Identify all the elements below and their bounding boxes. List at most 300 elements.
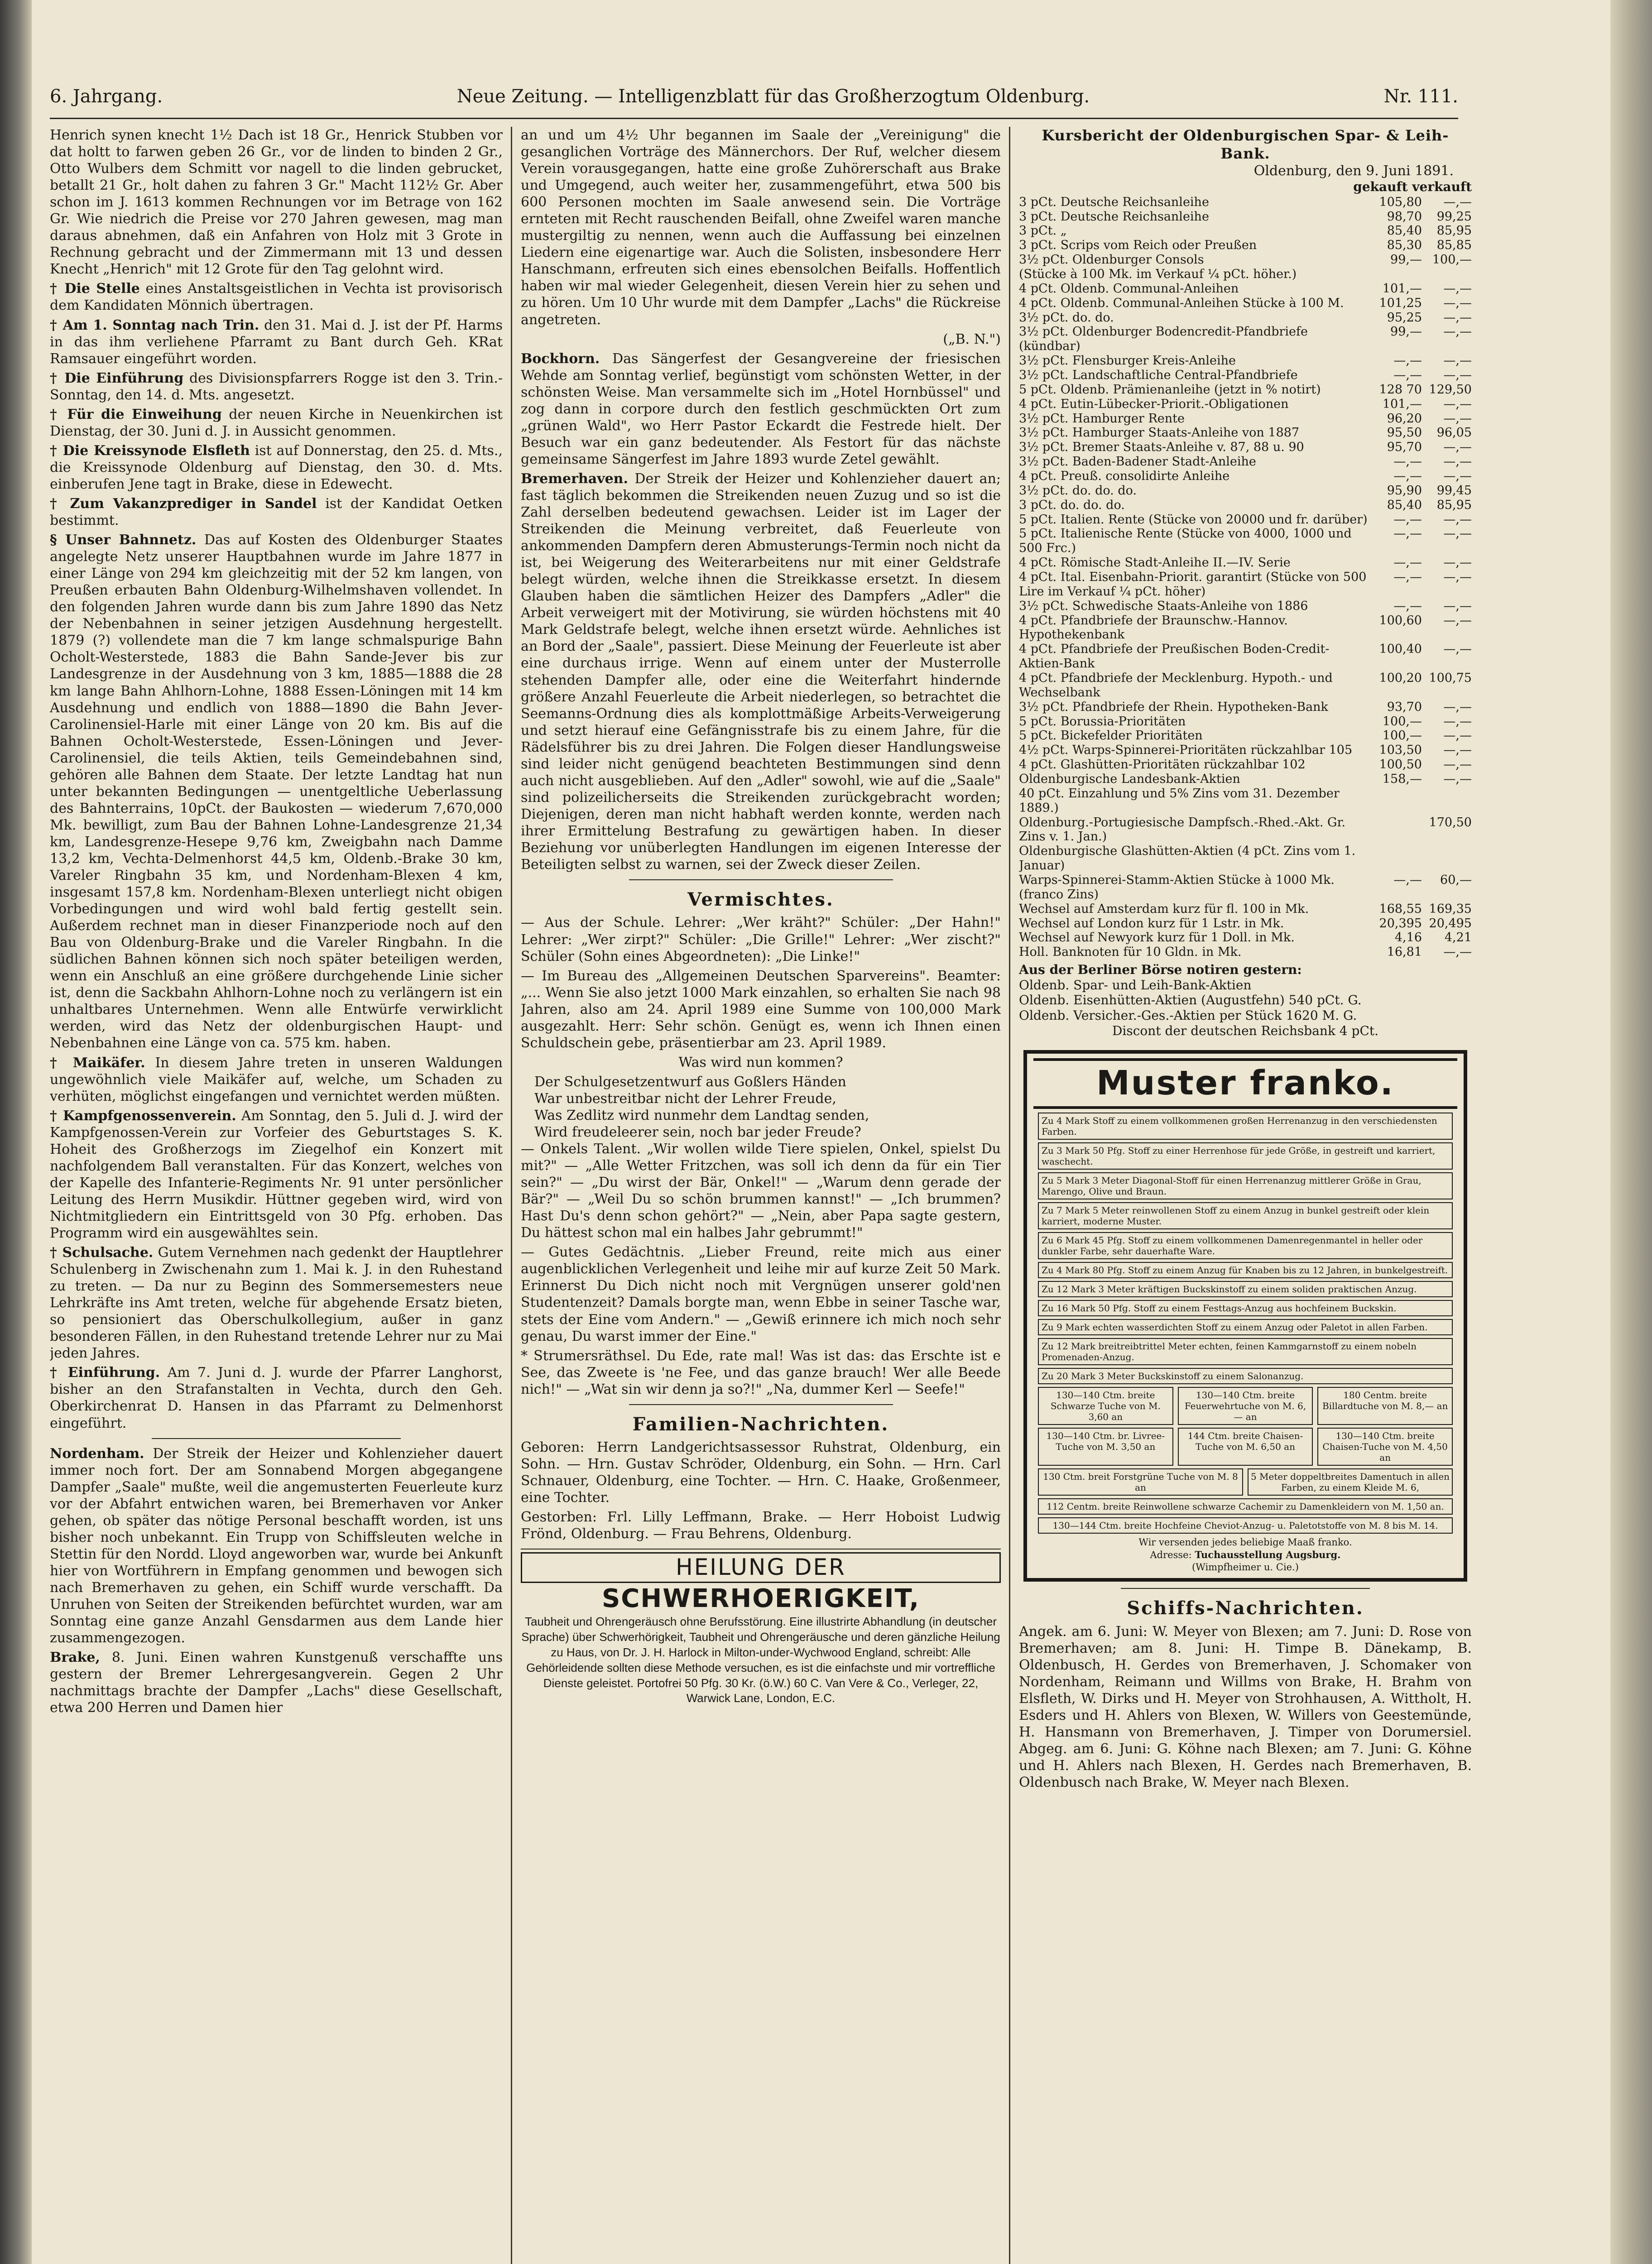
ad-box: 130—140 Ctm. br. Livree-Tuche von M. 3,50 an <box>1038 1428 1173 1466</box>
kurs-security: Oldenburgische Glashütten-Aktien (4 pCt. Zins vom 1. Januar) <box>1019 844 1356 873</box>
kurs-bid: 105,80 <box>1379 195 1422 209</box>
poem-line: War unbestreitbar nicht der Lehrer Freude, <box>534 1090 836 1107</box>
kurs-ask: 85,95 <box>1436 224 1472 238</box>
advertisement-muster-franko <box>1023 1050 1467 1582</box>
news-item <box>50 406 503 440</box>
ad-box: 130—140 Ctm. breite Feuerwehrtuche von M. 6,— an <box>1178 1387 1313 1425</box>
ad-box: 144 Ctm. breite Chaisen-Tuche von M. 6,50 an <box>1178 1428 1313 1466</box>
poem-line: Der Schulgesetzentwurf aus Goßlers Händen <box>534 1074 846 1090</box>
news-headline: † Schulsache. <box>50 1245 154 1261</box>
kurs-bid: 100,— <box>1382 729 1422 743</box>
kurs-ask: —,— <box>1443 281 1472 296</box>
ad-box: 5 Meter doppeltbreites Damentuch in allen Farben, zu einem Kleide M. 6, <box>1248 1468 1453 1496</box>
section-title-vermischtes: Vermischtes. <box>687 889 834 911</box>
ad-box: 130—140 Ctm. breite Chaisen-Tuche von M. 4,50 an <box>1317 1428 1453 1466</box>
header-issue: Nr. 111. <box>1383 86 1458 107</box>
kurs-security: 4 pCt. Römische Stadt-Anleihe II.—IV. Serie <box>1019 556 1291 570</box>
kurs-row <box>1019 296 1472 311</box>
kurs-ask: —,— <box>1443 599 1472 613</box>
kurs-bid: 100,50 <box>1379 758 1422 772</box>
kurs-ask: —,— <box>1443 195 1472 209</box>
kurs-row <box>1019 397 1472 412</box>
kurs-bid: —,— <box>1393 368 1422 382</box>
ad-address: Tuchausstellung Augsburg. <box>1195 1549 1341 1560</box>
kurs-bid: 96,20 <box>1387 411 1422 426</box>
news-text: den 31. Mai d. J. ist der Pf. Harms in das ihm verliehene Pfarramt zu Bant durch Geh. KRat Ramsauer eingeführt worden. <box>50 317 503 367</box>
ad-box-wide: 130—144 Ctm. breite Hochfeine Cheviot-Anzug- u. Paletotstoffe von M. 8 bis M. 14. <box>1038 1517 1453 1534</box>
news-text: 8. Juni. Einen wahren Kunstgenuß verschaffte uns gestern der Bremer Lehrergesangverein. Gegen 2 Uhr nachmittags brachte der Dampfer „Lachs" diese Gesellschaft, etwa 200 Herren und Damen hier <box>50 1650 503 1716</box>
kurs-bid: —,— <box>1393 469 1422 483</box>
kurs-security: Oldenburg.-Portugiesische Dampfsch.-Rhed.-Akt. Gr. Zins v. 1. Jan.) <box>1019 815 1346 844</box>
kurs-bid: 100,60 <box>1379 613 1422 628</box>
kurs-bid: —,— <box>1393 570 1422 584</box>
article-paragraph: an und um 4½ Uhr begannen im Saale der „Vereinigung" die gesanglichen Vorträge des Männerchors. Der Ruf, welcher diesem Verein vorausgegangen, hatte eine große Zuhörerschaft aus Brake und Umgegend, auch weiter her, zusammengeführt, etwa 500 bis 600 Personen mochten im Saale anwesend sein. Die Vorträge ernteten mit Recht rauschenden Beifall, ohne Zweifel waren manche mustergiltig zu nennen, wenn auch die Auffassung bei einzelnen Liedern eine eigenartige war. Auch die Solisten, insbesondere Herr Hanschmann, erfreuten sich eines ebensolchen Beifalls. Hoffentlich haben wir mal wieder Gelegenheit, diesen Verein hier zu sehen und zu hören. Um 10 Uhr wurde mit dem Dampfer „Lachs" die Rückreise angetreten. <box>521 127 1001 328</box>
news-headline: Bremerhaven. <box>521 470 628 487</box>
news-headline: † Am 1. Sonntag nach Trin. <box>50 317 259 333</box>
ad-address-note: (Wimpfheimer u. Cie.) <box>1192 1562 1299 1573</box>
kurs-ask: 129,50 <box>1429 382 1472 397</box>
kurs-row <box>1019 743 1472 758</box>
kurs-row <box>1019 238 1472 253</box>
kursbericht-columns: gekauft verkauft <box>1353 179 1472 195</box>
section-title-schiffs: Schiffs-Nachrichten. <box>1127 1597 1364 1619</box>
kurs-ask: —,— <box>1443 758 1472 772</box>
ad-box-row <box>1038 1468 1453 1496</box>
news-headline: † Die Stelle <box>50 281 140 297</box>
kurs-bid: 4,16 <box>1394 931 1422 945</box>
kurs-row <box>1019 498 1472 513</box>
news-item <box>50 1055 503 1105</box>
kurs-bid: 128 70 <box>1379 382 1422 397</box>
ad-notice-text: Wir versenden jedes beliebige Maaß franko. <box>1138 1536 1352 1548</box>
kurs-security: 4 pCt. Pfandbriefe der Preußischen Boden-Credit-Aktien-Bank <box>1019 642 1330 671</box>
kurs-row <box>1019 642 1472 671</box>
ad-heilung-subtitle: SCHWERHOERIGKEIT, <box>601 1584 920 1614</box>
kurs-row <box>1019 383 1472 397</box>
kurs-bid: —,— <box>1393 354 1422 368</box>
ad-offer: Zu 20 Mark 3 Meter Buckskinstoff zu einem Salonanzug. <box>1038 1368 1453 1384</box>
kurs-security: 5 pCt. Borussia-Prioritäten <box>1019 714 1186 729</box>
kurs-row <box>1019 282 1472 296</box>
kurs-bid: 100,— <box>1382 714 1422 729</box>
kurs-security: Oldenburgische Landesbank-Aktien <box>1019 772 1240 787</box>
kursbericht-footer <box>1019 962 1472 1038</box>
section-title-familien: Familien-Nachrichten. <box>632 1413 889 1435</box>
kurs-security: Holl. Banknoten für 10 Gldn. in Mk. <box>1019 945 1242 959</box>
kurs-row <box>1019 224 1472 238</box>
kurs-security: Wechsel auf Newyork kurz für 1 Doll. in Mk. <box>1019 931 1295 945</box>
kurs-security: 3 pCt. do. do. do. <box>1019 498 1125 512</box>
news-text: In diesem Jahre treten in unseren Waldungen ungewöhnlich viele Maikäfer auf, welche, um Schaden zu verhüten, möglichst eingefangen und vernichtet werden müßten. <box>50 1055 503 1104</box>
kurs-security: 4½ pCt. Warps-Spinnerei-Prioritäten rückzahlbar 105 <box>1019 743 1353 758</box>
kurs-security: 3½ pCt. Oldenburger Consols <box>1019 253 1204 267</box>
ad-offer: Zu 12 Mark breitreibtrittel Meter echten, feinen Kammgarnstoff zu einem nobeln Promenaden-Anzug. <box>1038 1338 1453 1365</box>
book-binding-shadow <box>0 0 32 2264</box>
kurs-ask: 99,25 <box>1436 209 1472 224</box>
kurs-ask: 100,— <box>1432 253 1472 267</box>
kurs-ask: —,— <box>1443 556 1472 570</box>
kurs-row <box>1019 455 1472 469</box>
kurs-row <box>1019 772 1472 787</box>
kurs-security: 3½ pCt. Landschaftliche Central-Pfandbriefe <box>1019 368 1298 382</box>
kurs-footer-line: Oldenb. Versicher.-Ges.-Aktien per Stück 1620 M. G. <box>1019 1007 1357 1023</box>
kurs-row <box>1019 671 1472 700</box>
misc-item: — Aus der Schule. Lehrer: „Wer kräht?" Schüler: „Der Hahn!" Lehrer: „Wer zirpt?" Schüler: „Die Grille!" Lehrer: „Wer zischt?" Schüler (Sohn eines Abgeordneten): „Die Linke!" <box>521 915 1001 964</box>
news-text: ist der Kandidat Oetken bestimmt. <box>50 495 503 529</box>
kurs-bid: 99,— <box>1390 253 1422 267</box>
ad-muster-title: Muster franko. <box>1033 1058 1457 1108</box>
news-item <box>50 1244 503 1362</box>
kurs-ask: 99,45 <box>1436 483 1472 498</box>
kurs-row <box>1019 945 1472 959</box>
kurs-bid: —,— <box>1393 527 1422 541</box>
kurs-security: 40 pCt. Einzahlung und 5% Zins vom 31. Dezember 1889.) <box>1019 786 1340 815</box>
kurs-ask: —,— <box>1443 527 1472 541</box>
kurs-bid: 95,70 <box>1387 440 1422 455</box>
kurs-security: 5 pCt. Oldenb. Prämienanleihe (jetzt in % notirt) <box>1019 382 1321 397</box>
poem-line: Was Zedlitz wird nunmehr dem Landtag senden, <box>534 1107 869 1123</box>
advertisement-heilung <box>521 1549 1001 1706</box>
kurs-row <box>1019 267 1472 282</box>
ad-notice <box>1033 1536 1457 1574</box>
ad-address-line <box>1033 1549 1457 1561</box>
kurs-security: 3½ pCt. Flensburger Kreis-Anleihe <box>1019 354 1236 368</box>
kurs-bid <box>1372 787 1422 815</box>
kurs-row <box>1019 311 1472 325</box>
news-text: eines Anstaltsgeistlichen in Vechta ist provisorisch dem Kandidaten Mönnich übertragen. <box>50 281 503 314</box>
misc-item: — Im Bureau des „Allgemeinen Deutschen Sparvereins". Beamter: „... Wenn Sie also jetzt 1000 Mark einzahlen, so erhalten Sie nach 98 Jahren, also am 24. April 1989 eine Summe von 100,000 Mark ausgezahlt. Herr: Sehr schön. Genügt es, wenn ich Ihnen einen Schuldschein gebe, präsentierbar am 23. April 1989. <box>521 968 1001 1051</box>
kurs-row <box>1019 195 1472 210</box>
separator <box>629 879 893 880</box>
kurs-row <box>1019 570 1472 599</box>
kursbericht-table <box>1019 195 1472 960</box>
kurs-footer-line: Aus der Berliner Börse notiren gestern: <box>1019 962 1302 978</box>
kurs-row <box>1019 253 1472 267</box>
kurs-bid: —,— <box>1393 455 1422 469</box>
kurs-row <box>1019 700 1472 715</box>
ad-heilung-text: Taubheit und Ohrengeräusch ohne Berufsstörung. Eine illustrirte Abhandlung (in deutscher Sprache) über Schwerhörigkeit, Taubheit und Ohrengeräusche und deren gänzliche Heilung zu Haus, von Dr. J. H. Harlock in Milton-under-Wychwood England, schreibt: Alle Gehörleidende sollten diese Methode versuchen, es ist die einfachste und mir vortreffliche Dienste geleistet. Portofrei 50 Pfg. 30 Kr. (ö.W.) 60 C. Van Vere & Co., Verleger, 22, Warwick Lane, London, E.C. <box>521 1615 1000 1705</box>
ad-box: 130 Ctm. breit Forstgrüne Tuche von M. 8 an <box>1038 1468 1243 1496</box>
kurs-row <box>1019 599 1472 614</box>
kurs-security: (Stücke à 100 Mk. im Verkauf ¼ pCt. höher.) <box>1019 267 1297 281</box>
news-item <box>50 1445 503 1647</box>
news-text: des Divisionspfarrers Rogge ist den 3. Trin.-Sonntag, den 14. d. Mts. angesetzt. <box>50 370 503 403</box>
kurs-ask: 169,35 <box>1429 902 1472 916</box>
kurs-security: 3½ pCt. Pfandbriefe der Rhein. Hypotheken-Bank <box>1019 700 1328 714</box>
kurs-bid <box>1372 267 1422 282</box>
kurs-bid: 101,— <box>1382 281 1422 296</box>
ad-offer: Zu 4 Mark 80 Pfg. Stoff zu einem Anzug für Knaben bis zu 12 Jahren, in bunkelgestreift. <box>1038 1262 1453 1278</box>
kurs-bid <box>1372 844 1422 873</box>
kurs-row <box>1019 354 1472 368</box>
kurs-ask: —,— <box>1443 714 1472 729</box>
ad-box-row <box>1038 1517 1453 1534</box>
kurs-row <box>1019 484 1472 498</box>
kurs-security: 4 pCt. Ital. Eisenbahn-Priorit. garantirt (Stücke von 500 Lire im Verkauf ¼ pCt. höher) <box>1019 570 1367 599</box>
kursbericht-title: Kursbericht der Oldenburgischen Spar- & Leih-Bank. <box>1042 127 1449 162</box>
news-text: Der Streik der Heizer und Kohlenzieher dauert an; fast täglich bekommen die Streikenden neuen Zuzug und so ist die Zahl derselben bedeutend gewachsen. Leider ist im Lager der Streikenden die Meinung verbreitet, daß Feuerleute von ankommenden Dampfern deren Abmusterungs-Termin noch nicht da ist, bei Weigerung des Weiterarbeitens nur mit einer Geldstrafe belegt würden, welche ihnen die Streikkasse ersetzt. In diesem Glauben haben die sämtlichen Heizer des Dampfers „Adler" die Arbeit verweigert mit der Motivirung, sie würden höchstens mit 40 Mark Geldstrafe belegt, welche ihnen ersetzt würde. Aehnliches ist an Bord der „Saale", passiert. Diese Meinung der Feuerleute ist aber eine durchaus irrige. Wenn auf einem unter der Musterrolle stehenden Dampfer alle, oder eine die Weiterfahrt hindernde größere Anzahl Feuerleute die Arbeit niederlegen, so betrachtet die Seemanns-Ordnung dies als komplottmäßige Arbeits-Verweigerung und setzt hierauf eine Gefängnisstrafe bis zu einem Jahre, für die Rädelsführer bis zu drei Jahren. Die Folgen dieser Handlungsweise sind leider nicht genügend beachteten Bestimmungen sind denn auch nicht ausgeblieben. Auf den „Adler" sowohl, wie auf die „Saale" sind polizeilicherseits die Streikenden zurückgebracht worden; Diejenigen, deren man nicht habhaft werden konnte, werden nach ihrer Ermittelung Bestrafung zu gewärtigen haben. In dieser Beziehung vor unüberlegten Handlungen im eigenen Interesse der Beteiligten selbst zu warnen, sei der Zweck dieser Zeilen. <box>521 470 1001 873</box>
ad-offer: Zu 12 Mark 3 Meter kräftigen Buckskinstoff zu einem soliden praktischen Anzug. <box>1038 1281 1453 1297</box>
kurs-security: 3½ pCt. Schwedische Staats-Anleihe von 1886 <box>1019 599 1308 613</box>
page-header <box>50 86 1458 119</box>
kurs-row <box>1019 715 1472 729</box>
kurs-ask: —,— <box>1443 945 1472 959</box>
news-item <box>50 317 503 367</box>
separator <box>1121 1588 1370 1589</box>
kurs-ask: 85,95 <box>1436 498 1472 512</box>
kurs-ask: —,— <box>1443 729 1472 743</box>
kurs-security: 4 pCt. Glashütten-Prioritäten rückzahlbar 102 <box>1019 758 1306 772</box>
kurs-bid: 85,30 <box>1387 238 1422 253</box>
kurs-security: 3½ pCt. Hamburger Rente <box>1019 411 1185 426</box>
kurs-footer-line: Oldenb. Spar- und Leih-Bank-Aktien <box>1019 977 1252 993</box>
ad-offer: Zu 9 Mark echten wasserdichten Stoff zu einem Anzug oder Paletot in allen Farben. <box>1038 1319 1453 1335</box>
news-item <box>50 532 503 1051</box>
kurs-row <box>1019 426 1472 440</box>
kurs-row <box>1019 844 1472 873</box>
kurs-ask: —,— <box>1443 411 1472 426</box>
kurs-security: 5 pCt. Italienische Rente (Stücke von 4000, 1000 und 500 Frc.) <box>1019 527 1352 556</box>
news-text: Das auf Kosten des Oldenburger Staates angelegte Netz unserer Hauptbahnen wurde im Jahre 1877 in einer Länge von 294 km gleichzeitig mit der 52 km langen, von Preußen erbauten Bahn Oldenburg-Wilhelmshaven vollendet. In den folgenden Jahren wurde dann bis zum Jahre 1890 das Netz der Nebenbahnen in seiner jetzigen Ausdehnung hergestellt. 1879 (?) vollendete man die 7 km lange schmalspurige Bahn Ocholt-Westerstede, 1883 die Bahn Sande-Jever bis zur Landesgrenze in der Ausdehnung von 3 km, 1885—1888 die 28 km lange Bahn Ahlhorn-Lohne, 1888 Essen-Löningen mit 14 km Ausdehnung und endlich von 1888—1890 die Bahn Jever-Carolinensiel-Harle mit einer Länge von 20 km. Bis auf die Bahnen Ocholt-Westerstede, Essen-Löningen und Jever-Carolinensiel, die teils Aktien, teils Gemeindebahnen sind, gehören alle Bahnen dem Staate. Der letzte Landtag hat nun unter bekannten Bedingungen — unentgeltliche Ueberlassung des Bahnterrains, 10pCt. der Baukosten — wiederum 7,670,000 Mk. bewilligt, zum Bau der Bahnen Lohne-Landesgrenze 21,34 km, Landesgrenze-Hesepe 9,76 km, Zweigbahn nach Damme 13,2 km, Vechta-Delmenhorst 44,5 km, Oldenb.-Brake 30 km, Vareler Ringbahn 35 km, und Nordenham-Blexen 4 km, insgesamt 157,8 km. Nordenham-Blexen unterliegt nicht obigen Vorbedingungen und wird wohl bald fertig gestellt sein. Außerdem rechnet man in dieser Finanzperiode noch auf den Bau von Oldenburg-Brake und die Vareler Ringbahn. In die südlichen Bahnen können sich noch später beteiligen werden, wenn ein Anschluß an eine größere durchgehende Linie sicher ist, denn die Sackbahn Ahlhorn-Lohne noch zu verlängern ist ein unhaltbares Unternehmen. Wenn alle Entwürfe verwirklicht werden, wird das Netz der oldenburgischen Haupt- und Nebenbahnen eine Länge von ca. 575 km. haben. <box>50 532 503 1051</box>
kurs-ask: —,— <box>1443 570 1472 584</box>
kurs-security: 4 pCt. Preuß. consolidirte Anleihe <box>1019 469 1230 483</box>
separator <box>629 1404 893 1405</box>
kurs-ask: —,— <box>1443 455 1472 469</box>
kurs-bid: 95,50 <box>1387 426 1422 440</box>
kurs-bid: —,— <box>1393 599 1422 613</box>
news-item <box>50 370 503 403</box>
kurs-ask: 20,495 <box>1429 916 1472 931</box>
kurs-security: 3½ pCt. Oldenburger Bodencredit-Pfandbriefe (kündbar) <box>1019 325 1308 354</box>
misc-item: * Strumersräthsel. Du Ede, rate mal! Was ist das: das Erschte ist e See, das Zweete is 'ne Fee, und das ganze brauch! Wer alle Beede nich!" — „Wat sin wir denn ja so?!" „Na, dummer Kerl — Seefe!" <box>521 1348 1001 1397</box>
kurs-bid: 100,20 <box>1379 671 1422 686</box>
kurs-row <box>1019 614 1472 643</box>
kurs-footer-line: Oldenb. Eisenhütten-Aktien (Augustfehn) 540 pCt. G. <box>1019 993 1362 1008</box>
news-headline: † Einführung. <box>50 1365 160 1381</box>
kurs-security: 3½ pCt. do. do. <box>1019 310 1114 325</box>
kurs-bid: 95,90 <box>1387 483 1422 498</box>
kurs-row <box>1019 873 1472 902</box>
kurs-security: 3½ pCt. Bremer Staats-Anleihe v. 87, 88 u. 90 <box>1019 440 1304 455</box>
news-item <box>521 470 1001 873</box>
kurs-security: 3½ pCt. Hamburger Staats-Anleihe von 1887 <box>1019 426 1300 440</box>
kurs-footer-line: Discont der deutschen Reichsbank 4 pCt. <box>1112 1023 1379 1038</box>
source-note: („B. N.") <box>943 331 1001 347</box>
kurs-bid <box>1372 815 1422 844</box>
kurs-ask <box>1422 267 1472 282</box>
kurs-security: Wechsel auf Amsterdam kurz für fl. 100 in Mk. <box>1019 902 1309 916</box>
kurs-bid: —,— <box>1393 556 1422 570</box>
news-item <box>50 280 503 314</box>
kurs-ask: 85,85 <box>1436 238 1472 253</box>
kurs-row <box>1019 469 1472 484</box>
poem-line: Wird freudeleerer sein, noch bar jeder Freude? <box>534 1124 861 1141</box>
ad-box: 180 Centm. breite Billardtuche von M. 8,— an <box>1317 1387 1453 1425</box>
kurs-ask: 96,05 <box>1436 426 1472 440</box>
kurs-row <box>1019 412 1472 426</box>
news-headline: † Die Kreissynode Elsfleth <box>50 442 250 459</box>
kurs-row <box>1019 325 1472 354</box>
kurs-ask: 100,75 <box>1429 671 1472 686</box>
kurs-bid: 101,— <box>1382 397 1422 411</box>
poem-title: Was wird nun kommen? <box>678 1054 843 1070</box>
kurs-security: 4 pCt. Oldenb. Communal-Anleihen Stücke à 100 M. <box>1019 296 1344 310</box>
kurs-ask: —,— <box>1443 440 1472 455</box>
kurs-ask: —,— <box>1443 354 1472 368</box>
ad-box-row <box>1038 1498 1453 1515</box>
ad-box-row <box>1038 1428 1453 1466</box>
column-1 <box>50 127 503 2264</box>
news-headline: † Maikäfer. <box>50 1055 145 1071</box>
news-headline: † Kampfgenossenverein. <box>50 1108 236 1124</box>
kurs-security: 3 pCt. Deutsche Reichsanleihe <box>1019 195 1209 209</box>
news-headline: † Für die Einweihung <box>50 406 222 422</box>
kurs-ask: —,— <box>1443 296 1472 310</box>
column-rule <box>1009 127 1010 2264</box>
kurs-row <box>1019 815 1472 844</box>
kurs-row <box>1019 527 1472 556</box>
news-item <box>521 350 1001 468</box>
kurs-row <box>1019 210 1472 224</box>
news-text: Das Sängerfest der Gesangvereine der friesischen Wehde am Sonntag verlief, begünstigt vom schönsten Wetter, in der schönsten Weise. Man versammelte sich im „Hotel Hornbüssel" und zog dann in corpore durch den festlich geschmückten Ort zum „grünen Wald", wo Herr Pastor Eckardt die Festrede hielt. Der Besuch war ein ganz bedeutender. Als Festort für das nächste gemeinsame Sängerfest im Jahre 1893 wurde Zetel gewählt. <box>521 350 1001 467</box>
kurs-ask: 4,21 <box>1444 931 1472 945</box>
kurs-security: 3½ pCt. Baden-Badener Stadt-Anleihe <box>1019 455 1256 469</box>
kurs-row <box>1019 556 1472 570</box>
kurs-ask: —,— <box>1443 397 1472 411</box>
news-item <box>50 1364 503 1431</box>
ad-offer: Zu 16 Mark 50 Pfg. Stoff zu einem Festtags-Anzug aus hochfeinem Buckskin. <box>1038 1300 1453 1316</box>
kurs-security: Wechsel auf London kurz für 1 Lstr. in Mk. <box>1019 916 1284 931</box>
kurs-security: 3 pCt. Deutsche Reichsanleihe <box>1019 209 1209 224</box>
header-title: Neue Zeitung. — Intelligenzblatt für das Großherzogtum Oldenburg. <box>456 86 1090 107</box>
kurs-bid: 168,55 <box>1379 902 1422 916</box>
kurs-bid: 95,25 <box>1387 310 1422 325</box>
misc-item: — Gutes Gedächtnis. „Lieber Freund, reite mich aus einer augenblicklichen Verlegenheit und leihe mir auf kurze Zeit 50 Mark. Erinnerst Du Dich nicht noch mit Vergnügen unserer gold'nen Studentenzeit? Damals borgte man, wenn Ebbe in seiner Tasche war, stets der Eine vom Andern." — „Gewiß erinnere ich mich noch sehr genau, Du warst immer der Eine." <box>521 1244 1001 1344</box>
kurs-bid: 93,70 <box>1387 700 1422 714</box>
news-text: Der Streik der Heizer und Kohlenzieher dauert immer noch fort. Der am Sonnabend Morgen abgegangene Dampfer „Saale" mußte, weil die angemusterten Feuerleute kurz vor der Abfahrt entwichen waren, bei Bremerhaven vor Anker gehen, ob später das nötige Personal beschafft worden, ist uns bisher noch unbekannt. Ein Trupp von Schiffsleuten welche in Stettin für den Nordd. Lloyd angeworben war, wurde bei Ankunft hier von Wortführern in Empfang genommen und bewogen sich nach Bremerhaven zu gehen, ein Schiff wurde verschafft. Da Unruhen von Seiten der Streikenden befürchtet wurden, war am Sonntag eine ganze Anzahl Gensdarmen aus dem Lande hier zusammengezogen. <box>50 1445 503 1646</box>
article-paragraph: Henrich synen knecht 1½ Dach ist 18 Gr., Henrick Stubben vor dat holtt to farwen geben 26 Gr., vor de linden to binden 2 Gr., Otto Wulbers dem Schmitt vor nagell to die linden gebrucket, betallt 21 Gr., holt dahen zu fahren 3 Gr." Macht 112½ Gr. Aber schon im J. 1613 kommen Rechnungen vor im Betrage von 162 Gr. Wie niedrich die Preise vor 270 Jahren gewesen, mag man daraus abnehmen, daß ein Anfahren von Holz mit 3 Grote in Rechnung gebracht und der Zimmermann mit 13 und dessen Knecht „Henrich" mit 12 Grote für den Tag gelohnt wird. <box>50 127 503 278</box>
kurs-row <box>1019 440 1472 455</box>
news-item <box>50 495 503 529</box>
ad-box-row <box>1038 1387 1453 1425</box>
kurs-bid: —,— <box>1393 512 1422 527</box>
column-3 <box>1019 127 1472 2264</box>
kurs-security: 4 pCt. Oldenb. Communal-Anleihen <box>1019 281 1239 296</box>
kurs-row <box>1019 513 1472 527</box>
kurs-bid: 85,40 <box>1387 498 1422 512</box>
kurs-ask: —,— <box>1443 512 1472 527</box>
kurs-ask: —,— <box>1443 613 1472 628</box>
kurs-ask: —,— <box>1443 325 1472 339</box>
kurs-security: 3½ pCt. do. do. do. <box>1019 483 1137 498</box>
ad-heilung-title: HEILUNG DER <box>521 1552 1001 1583</box>
kurs-row <box>1019 368 1472 383</box>
kurs-bid: 100,40 <box>1379 642 1422 657</box>
news-item <box>50 1649 503 1716</box>
news-headline: Nordenham. <box>50 1445 144 1462</box>
ad-offer: Zu 4 Mark Stoff zu einem vollkommenen großen Herrenanzug in den verschiedensten Farben. <box>1038 1113 1453 1140</box>
kurs-security: 4 pCt. Pfandbriefe der Mecklenburg. Hypoth.- und Wechselbank <box>1019 671 1333 700</box>
kurs-ask: —,— <box>1443 310 1472 325</box>
kurs-security: 4 pCt. Eutin-Lübecker-Priorit.-Obligationen <box>1019 397 1289 411</box>
news-text: der neuen Kirche in Neuenkirchen ist Dienstag, der 30. Juni d. J. in Aussicht genommen. <box>50 406 503 439</box>
kurs-bid: 20,395 <box>1379 916 1422 931</box>
ad-offer: Zu 3 Mark 50 Pfg. Stoff zu einer Herrenhose für jede Größe, in gestreift und karriert, waschecht. <box>1038 1142 1453 1170</box>
kurs-bid: 103,50 <box>1379 743 1422 758</box>
ship-news: Angek. am 6. Juni: W. Meyer von Blexen; am 7. Juni: D. Rose von Bremerhaven; am 8. Juni: H. Timpe B. Dänekamp, B. Oldenbusch, H. Gerdes von Bremerhaven, J. Schomaker von Nordenham, Reimann und Willms von Brake, H. Brahm von Elsfleth, W. Dirks und H. Meyer von Strohhausen, A. Wittholt, H. Esders und H. Ahlers von Blexen, W. Willers von Geestemünde, H. Hansmann von Bremerhaven, J. Timper von Dorumersiel. Abgeg. am 6. Juni: G. Köhne nach Blexen; am 7. Juni: G. Köhne und H. Ahlers nach Blexen, H. Gerdes nach Bremerhaven, B. Oldenbusch nach Brake, W. Meyer nach Blexen. <box>1019 1623 1472 1791</box>
ad-offer: Zu 5 Mark 3 Meter Diagonal-Stoff für einen Herrenanzug mittlerer Größe in Grau, Marengo, Olive und Braun. <box>1038 1172 1453 1199</box>
poem <box>521 1074 1001 1141</box>
column-2 <box>521 127 1001 2264</box>
kurs-ask <box>1422 787 1472 815</box>
news-headline: Brake, <box>50 1650 100 1666</box>
kurs-row <box>1019 729 1472 743</box>
news-text: ist auf Donnerstag, den 25. d. Mts., die Kreissynode Oldenburg auf Dienstag, den 30. d. Mts. einberufen Jene tagt in Brake, diese in Edewecht. <box>50 442 503 492</box>
page-edge <box>1610 0 1652 2264</box>
ad-address-label: Adresse: <box>1150 1549 1192 1560</box>
kurs-ask: —,— <box>1443 368 1472 382</box>
column-rule <box>511 127 512 2264</box>
news-headline: † Zum Vakanzprediger in Sandel <box>50 495 317 512</box>
kurs-row <box>1019 787 1472 815</box>
ad-box: 130—140 Ctm. breite Schwarze Tuche von M. 3,60 an <box>1038 1387 1173 1425</box>
misc-item: — Onkels Talent. „Wir wollen wilde Tiere spielen, Onkel, spielst Du mit?" — „Alle Wetter Fritzchen, was soll ich denn da für ein Tier sein?" — „Du wirst der Bär, Onkel!" — „Warum denn gerade der Bär?" — „Weil Du so schön brummen kannst!" — „Ich brummen? Hast Du's denn schon gehört?" — „Nein, aber Papa sagte gestern, Du hättest schon mal ein halbes Jahr gebrummt!" <box>521 1141 1001 1241</box>
kurs-bid: 16,81 <box>1387 945 1422 959</box>
news-headline: § Unser Bahnnetz. <box>50 532 197 548</box>
news-text: Gutem Vernehmen nach gedenkt der Hauptlehrer Schulenberg in Zwischenahn zum 1. Mai k. J. in den Ruhestand zu treten. — Da nur zu Beginn des Sommersemesters neue Lehrkräfte ins Amt treten, welche für abgehende Ersatz bieten, so pensioniert das Oberschulkollegium, außer in ganz besonderen Fällen, in den Ruhestand tretende Lehrer nur zu Mai jeden Jahres. <box>50 1245 503 1362</box>
kurs-security: 5 pCt. Bickefelder Prioritäten <box>1019 729 1203 743</box>
kurs-ask: —,— <box>1443 700 1472 714</box>
kurs-ask: 60,— <box>1440 873 1472 887</box>
kurs-ask <box>1422 844 1472 873</box>
kurs-bid: 98,70 <box>1387 209 1422 224</box>
kurs-bid: 101,25 <box>1379 296 1422 310</box>
separator <box>152 1438 401 1439</box>
ad-offer: Zu 6 Mark 45 Pfg. Stoff zu einem vollkommenen Damenregenmantel in heller oder dunkler Farbe, sehr dauerhafte Ware. <box>1038 1232 1453 1259</box>
kurs-row <box>1019 902 1472 916</box>
news-headline: Bockhorn. <box>521 350 600 367</box>
ad-offer: Zu 7 Mark 5 Meter reinwollenen Stoff zu einem Anzug in bunkel gestreift oder klein karriert, moderne Muster. <box>1038 1202 1453 1229</box>
kurs-ask: —,— <box>1443 743 1472 758</box>
kurs-ask: —,— <box>1443 642 1472 657</box>
kurs-security: Warps-Spinnerei-Stamm-Aktien Stücke à 1000 Mk. (franco Zins) <box>1019 873 1335 902</box>
ad-offers <box>1033 1113 1457 1384</box>
ad-box-wide: 112 Centm. breite Reinwollene schwarze Cachemir zu Damenkleidern von M. 1,50 an. <box>1038 1498 1453 1515</box>
kurs-ask: —,— <box>1443 772 1472 787</box>
kurs-security: 4 pCt. Pfandbriefe der Braunschw.-Hannov. Hypothekenbank <box>1019 613 1288 642</box>
kurs-row <box>1019 931 1472 945</box>
family-news: Gestorben: Frl. Lilly Leffmann, Brake. — Herr Hoboist Ludwig Frönd, Oldenburg. — Frau Behrens, Oldenburg. <box>521 1509 1001 1542</box>
kurs-row <box>1019 758 1472 772</box>
news-text: Am Sonntag, den 5. Juli d. J. wird der Kampfgenossen-Verein zur Vorfeier des Geburtstages S. K. Hoheit des Großherzogs im Ziegelhof ein Konzert mit nachfolgendem Ball veranstalten. Für das Konzert, welches von der Kapelle des Infanterie-Regiments Nr. 91 unter persönlicher Leitung des Herrn Musikdir. Hüttner gegeben wird, wird von Nichtmitgliedern ein Eintrittsgeld von 30 Pfg. erhoben. Das Programm wird ein ausgewähltes sein. <box>50 1108 503 1241</box>
kurs-ask: 170,50 <box>1429 815 1472 830</box>
kurs-bid: 99,— <box>1390 325 1422 339</box>
family-news: Geboren: Herrn Landgerichtsassessor Ruhstrat, Oldenburg, ein Sohn. — Hrn. Gustav Schröder, Oldenburg, ein Sohn. — Hrn. Carl Schnauer, Oldenburg, eine Tochter. — Hrn. C. Haake, Großenmeer, eine Tochter. <box>521 1439 1001 1506</box>
news-headline: † Die Einführung <box>50 370 184 386</box>
kurs-bid: —,— <box>1393 873 1422 887</box>
kurs-security: 3 pCt. „ <box>1019 224 1067 238</box>
header-volume: 6. Jahrgang. <box>50 86 163 107</box>
kurs-bid: 85,40 <box>1387 224 1422 238</box>
kurs-security: 5 pCt. Italien. Rente (Stücke von 20000 und fr. darüber) <box>1019 512 1368 527</box>
kurs-bid: 158,— <box>1382 772 1422 787</box>
news-item <box>50 1108 503 1242</box>
news-item <box>50 442 503 493</box>
kurs-ask: —,— <box>1443 469 1472 483</box>
kurs-row <box>1019 916 1472 931</box>
kursbericht-date: Oldenburg, den 9. Juni 1891. <box>1253 163 1454 179</box>
news-text: Am 7. Juni d. J. wurde der Pfarrer Langhorst, bisher an den Strafanstalten in Vechta, durch den Geh. Oberkirchenrat D. Hansen in das Pfarramt zu Delmenhorst eingeführt. <box>50 1365 503 1431</box>
